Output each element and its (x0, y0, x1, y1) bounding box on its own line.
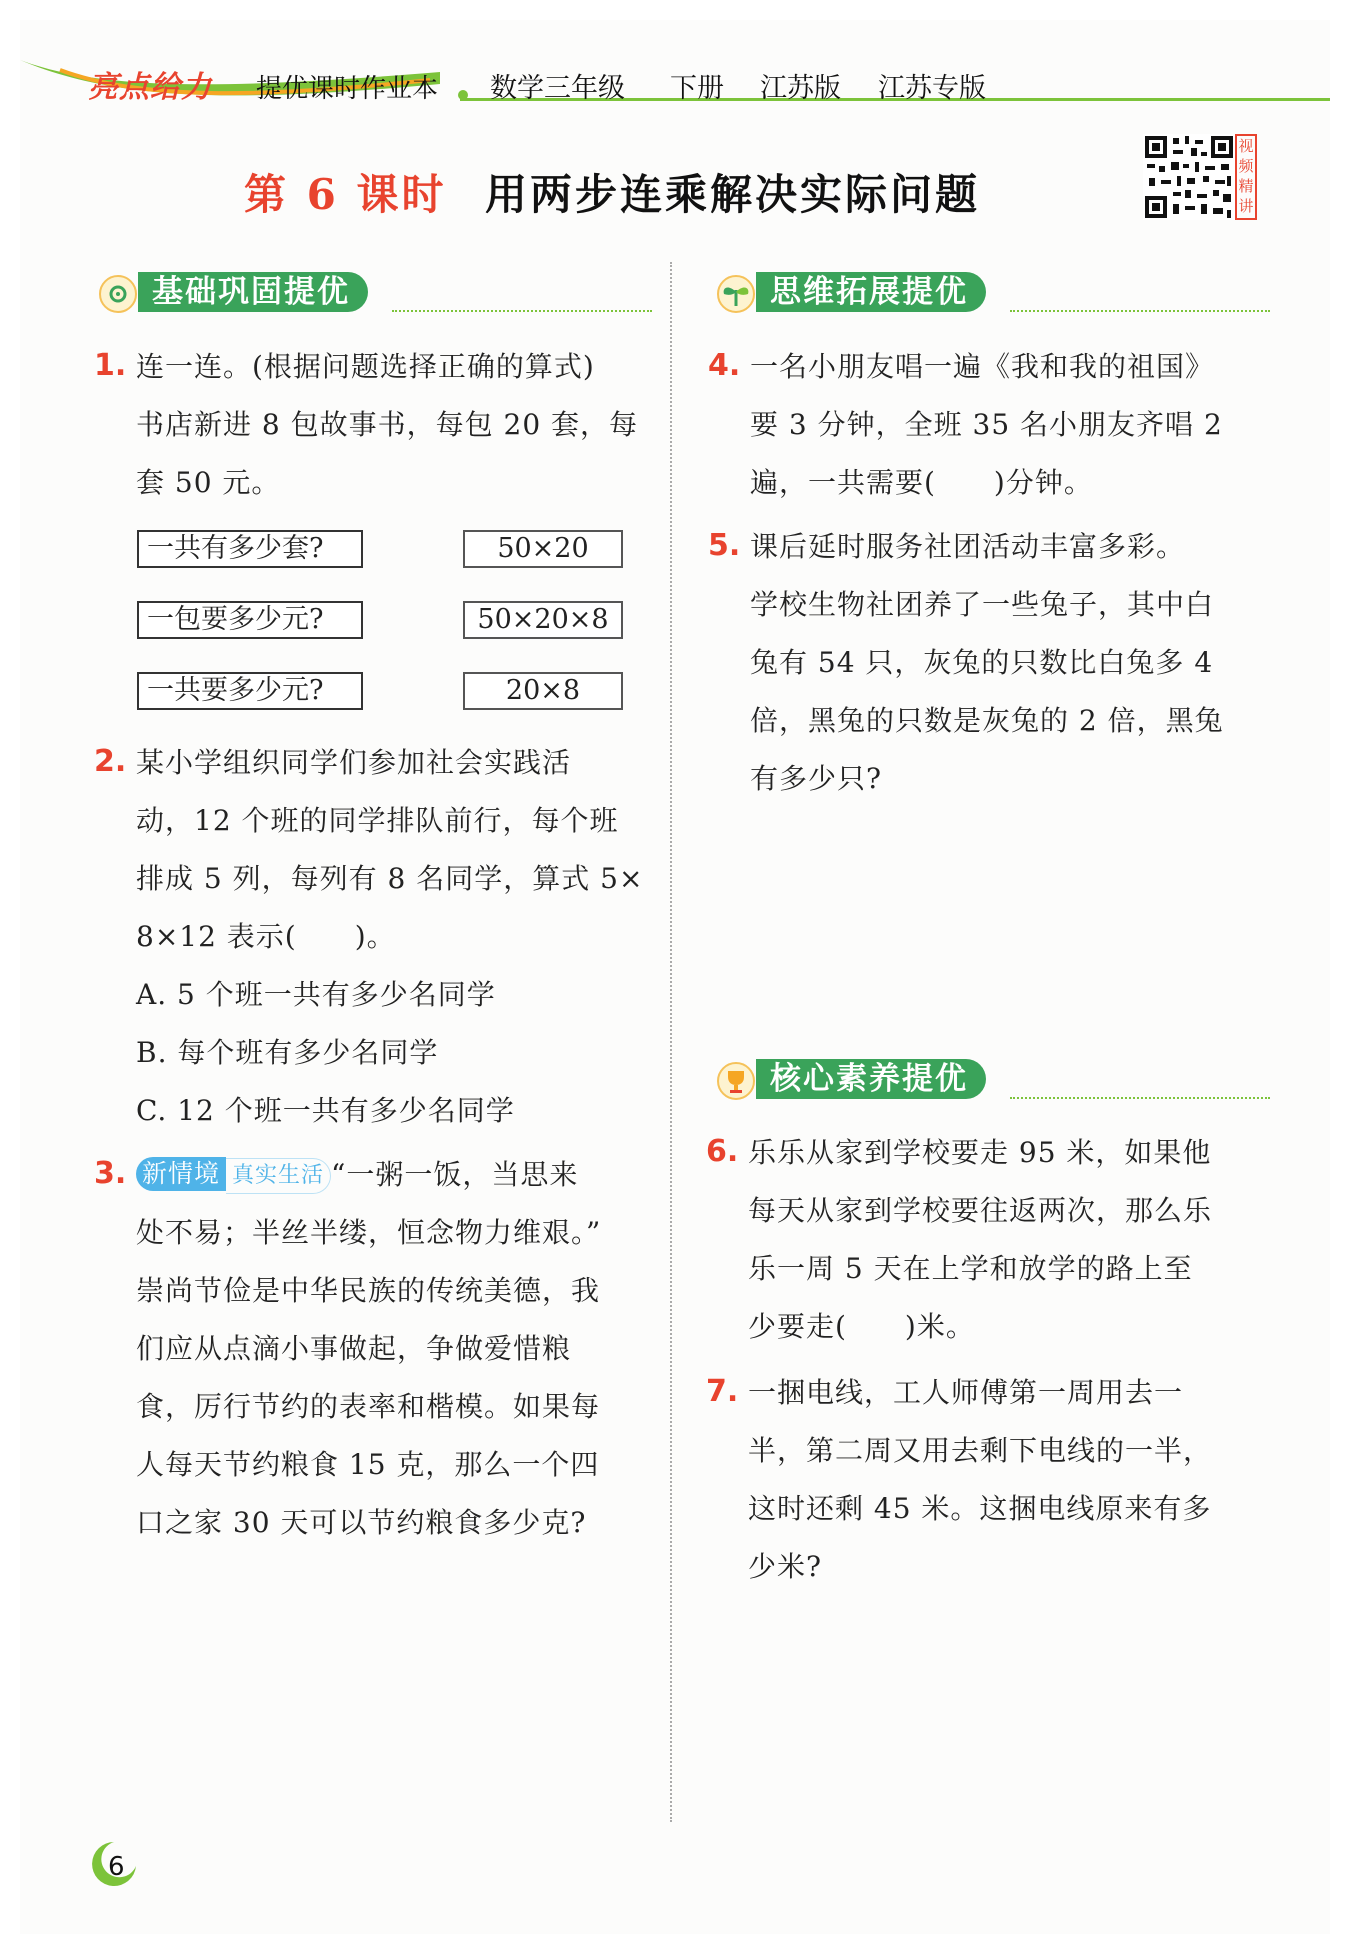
question-5-line-4: 倍，黑兔的只数是灰兔的 2 倍，黑兔 (750, 704, 1224, 737)
question-2-number: 2. (94, 744, 127, 779)
question-3-line-3: 崇尚节俭是中华民族的传统美德，我 (136, 1274, 601, 1307)
match-question-box[interactable]: 一包要多少元? (137, 601, 363, 639)
question-1-line-2: 书店新进 8 包故事书，每包 20 套，每 (136, 408, 639, 441)
question-2-line-2: 动，12 个班的同学排队前行，每个班 (136, 804, 619, 837)
question-7-line-1: 一捆电线，工人师傅第一周用去一 (748, 1376, 1184, 1409)
question-2-option-a[interactable]: A. 5 个班一共有多少名同学 (136, 978, 496, 1011)
header-grade: 数学三年级 (490, 73, 625, 104)
question-7-line-4: 少米? (748, 1550, 823, 1583)
match-question-box[interactable]: 一共要多少元? (137, 672, 363, 710)
question-6-line-4[interactable]: 少要走( )米。 (748, 1310, 975, 1343)
new-context-tag: 新情境 真实生活 (136, 1144, 331, 1202)
question-7-line-3: 这时还剩 45 米。这捆电线原来有多 (748, 1492, 1212, 1525)
question-2-line-4: 8×12 表示( )。 (136, 920, 396, 953)
question-3-line-5: 食，厉行节约的表率和楷模。如果每 (136, 1390, 601, 1423)
question-5-line-2: 学校生物社团养了一些兔子，其中白 (750, 588, 1215, 621)
section-basic-title: 基础巩固提优 (138, 272, 368, 312)
question-7-number: 7. (706, 1374, 739, 1409)
question-3-line-1: 新情境 真实生活 “一粥一饭，当思来 (136, 1146, 578, 1204)
question-5-number: 5. (708, 528, 741, 563)
section-thinking-title: 思维拓展提优 (756, 272, 986, 312)
question-6-line-1: 乐乐从家到学校要走 95 米，如果他 (748, 1136, 1212, 1169)
question-3-line-6: 人每天节约粮食 15 克，那么一个四 (136, 1448, 600, 1481)
page-header (20, 50, 1330, 120)
question-7-line-2: 半，第二周又用去剩下电线的一半， (748, 1434, 1213, 1467)
match-formula-box[interactable]: 20×8 (463, 672, 623, 710)
question-2-option-c[interactable]: C. 12 个班一共有多少名同学 (136, 1094, 515, 1127)
question-4-number: 4. (708, 348, 741, 383)
section-core-header (710, 1057, 1270, 1101)
qr-code-icon[interactable] (1143, 134, 1235, 220)
page-number: 6 (108, 1852, 125, 1882)
column-divider (670, 262, 672, 1822)
question-5-line-5: 有多少只? (750, 762, 883, 795)
header-edition: 江苏版 (760, 73, 841, 104)
question-6-line-3: 乐一周 5 天在上学和放学的路上至 (748, 1252, 1193, 1285)
question-1-line-3: 套 50 元。 (136, 466, 281, 499)
question-6-line-2: 每天从家到学校要往返两次，那么乐 (748, 1194, 1213, 1227)
video-lecture-label: 视 频 精 讲 (1235, 134, 1257, 220)
match-formula-box[interactable]: 50×20 (463, 530, 623, 568)
question-1-number: 1. (94, 348, 127, 383)
lesson-number: 第 6 课时 (244, 170, 447, 219)
question-5-line-3: 兔有 54 只，灰兔的只数比白兔多 4 (750, 646, 1214, 679)
section-basic-header (92, 270, 652, 314)
question-3-number: 3. (94, 1156, 127, 1191)
question-4-line-3[interactable]: 遍，一共需要( )分钟。 (750, 466, 1093, 499)
question-4-line-2: 要 3 分钟，全班 35 名小朋友齐唱 2 (750, 408, 1223, 441)
question-2-line-3: 排成 5 列，每列有 8 名同学，算式 5× (136, 862, 644, 895)
header-volume: 下册 (670, 73, 724, 104)
page-title: 用两步连乘解决实际问题 (485, 170, 981, 219)
question-2-option-b[interactable]: B. 每个班有多少名同学 (136, 1036, 439, 1069)
brand-name: 亮点给力 (88, 70, 212, 105)
brand-subtitle: 提优课时作业本 (256, 74, 439, 104)
question-4-line-1: 一名小朋友唱一遍《我和我的祖国》 (750, 350, 1215, 383)
section-core-title: 核心素养提优 (756, 1059, 986, 1099)
match-question-box[interactable]: 一共有多少套? (137, 530, 363, 568)
match-formula-box[interactable]: 50×20×8 (463, 601, 623, 639)
question-2-line-1: 某小学组织同学们参加社会实践活 (136, 746, 572, 779)
question-3-line-4: 们应从点滴小事做起，争做爱惜粮 (136, 1332, 572, 1365)
question-1-line-1: 连一连。(根据问题选择正确的算式) (136, 350, 595, 383)
question-6-number: 6. (706, 1134, 739, 1169)
header-special: 江苏专版 (878, 73, 986, 104)
question-3-line-7: 口之家 30 天可以节约粮食多少克? (136, 1506, 587, 1539)
question-3-line-2: 处不易；半丝半缕，恒念物力维艰。” (136, 1216, 602, 1249)
section-thinking-header (710, 270, 1270, 314)
question-5-line-1: 课后延时服务社团活动丰富多彩。 (750, 530, 1186, 563)
